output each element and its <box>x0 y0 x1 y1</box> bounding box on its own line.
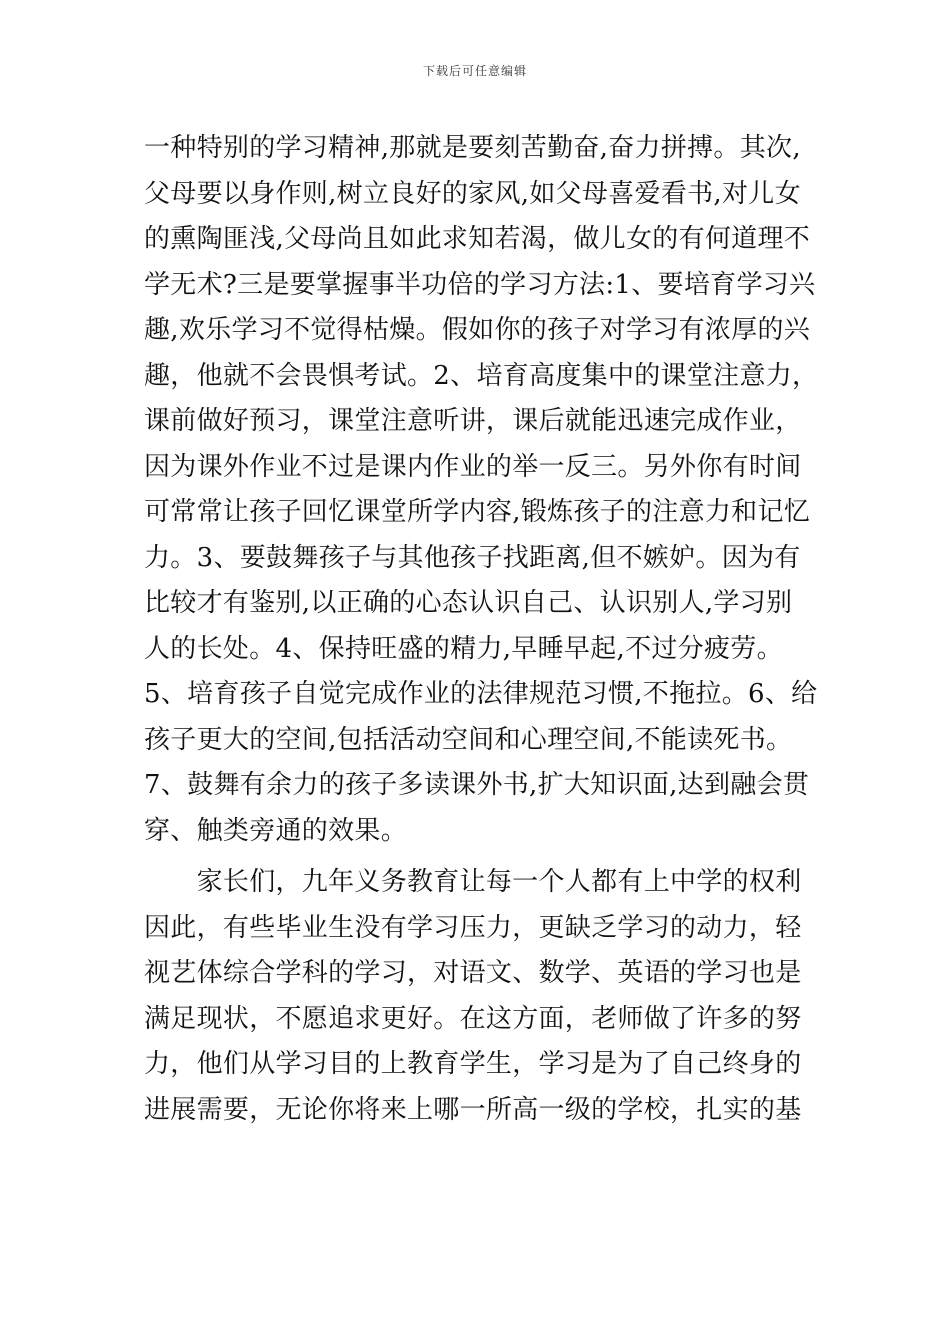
text-line: 的熏陶匪浅,父母尚且如此求知若渴，做儿女的有何道理不 <box>144 224 811 254</box>
text-line: 视艺体综合学科的学习，对语文、数学、英语的学习也是 <box>144 958 802 988</box>
page-header: 下载后可任意编辑 <box>422 64 527 78</box>
text-line: 家长们，九年义务教育让每一个人都有上中学的权利 <box>144 867 802 897</box>
text-line: 课前做好预习，课堂注意听讲，课后就能迅速完成作业， <box>144 406 802 436</box>
text-line: 因为课外作业不过是课内作业的举一反三。另外你有时间 <box>144 451 802 482</box>
text-line: 可常常让孩子回忆课堂所学内容,锻炼孩子的注意力和记忆 <box>144 497 811 527</box>
text-line: 趣,欢乐学习不觉得枯燥。假如你的孩子对学习有浓厚的兴 <box>144 315 811 345</box>
text-line: 比较才有鉴别,以正确的心态认识自己、认识别人,学习别 <box>144 588 793 618</box>
text-line: 满足现状，不愿追求更好。在这方面，老师做了许多的努 <box>144 1003 802 1034</box>
text-line: 因此，有些毕业生没有学习压力，更缺乏学习的动力，轻 <box>144 912 802 943</box>
text-line: 5、培育孩子自觉完成作业的法律规范习惯,不拖拉。6、给 <box>144 679 818 709</box>
paragraph-1 <box>144 126 834 854</box>
paragraph-2 <box>144 860 834 1133</box>
text-line: 学无术?三是要掌握事半功倍的学习方法:1、要培育学习兴 <box>144 269 816 300</box>
text-line: 孩子更大的空间,包括活动空间和心理空间,不能读死书。 <box>144 724 793 755</box>
text-line: 人的长处。4、保持旺盛的精力,早睡早起,不过分疲劳。 <box>144 633 783 664</box>
text-line: 父母要以身作则,树立良好的家风,如父母喜爱看书,对儿女 <box>144 178 801 209</box>
text-line: 力。3、要鼓舞孩子与其他孩子找距离,但不嫉妒。因为有 <box>144 542 801 573</box>
text-line: 力，他们从学习目的上教育学生，学习是为了自己终身的 <box>144 1049 802 1079</box>
text-line: 趣，他就不会畏惧考试。2、培育高度集中的课堂注意力， <box>144 360 819 391</box>
text-line: 进展需要，无论你将来上哪一所高一级的学校，扎实的基 <box>144 1094 802 1125</box>
text-line: 穿、触类旁通的效果。 <box>144 815 408 846</box>
text-line: 7、鼓舞有余力的孩子多读课外书,扩大知识面,达到融会贯 <box>144 770 810 800</box>
text-line: 一种特别的学习精神,那就是要刻苦勤奋,奋力拼搏。其次, <box>144 133 801 163</box>
document-body <box>144 126 834 1133</box>
